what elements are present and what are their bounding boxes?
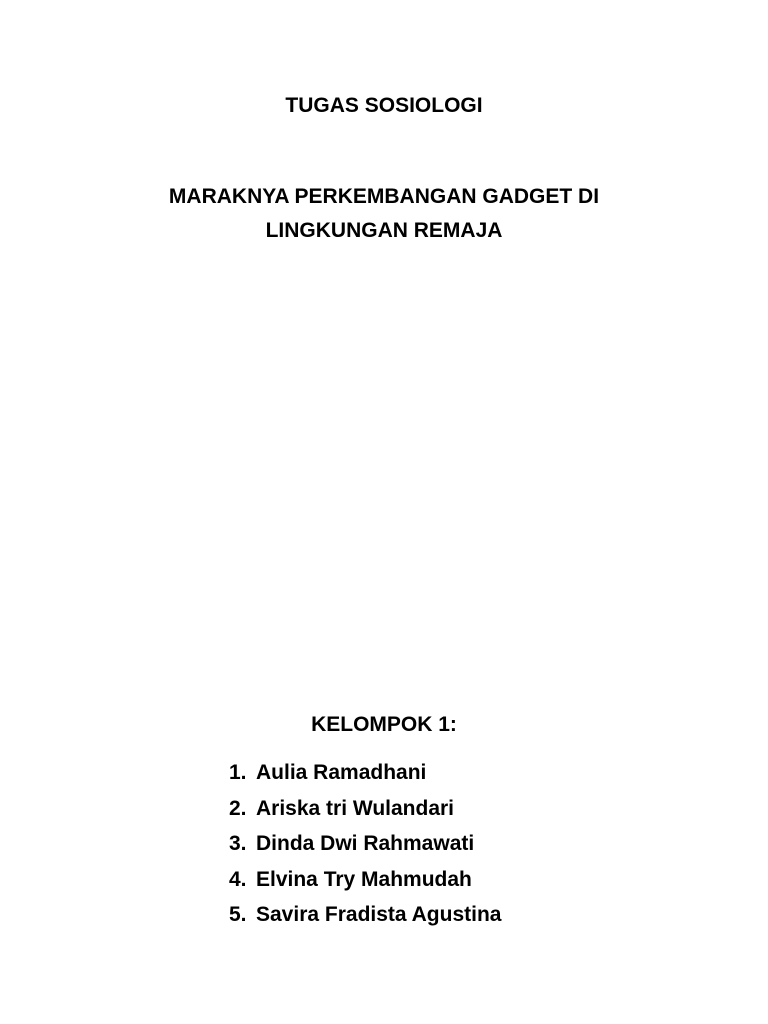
list-item <box>229 826 501 862</box>
list-item <box>229 862 501 898</box>
document-title <box>0 184 768 252</box>
member-number: 2. <box>229 796 247 820</box>
member-number: 3. <box>229 832 247 855</box>
group-label: KELOMPOK 1: <box>311 713 457 736</box>
list-item <box>229 755 501 791</box>
member-number: 5. <box>229 903 247 926</box>
subject-heading: TUGAS SOSIOLOGI <box>285 94 483 117</box>
list-item <box>229 897 501 933</box>
member-list <box>229 755 501 933</box>
member-name: Dinda Dwi Rahmawati <box>256 832 475 855</box>
member-number: 1. <box>229 761 247 784</box>
member-number: 4. <box>229 867 247 891</box>
member-name: Ariska tri Wulandari <box>256 796 455 820</box>
title-line: LINGKUNGAN REMAJA <box>265 219 503 242</box>
title-line: MARAKNYA PERKEMBANGAN GADGET DI <box>168 185 600 208</box>
member-name: Aulia Ramadhani <box>256 761 427 784</box>
list-item <box>229 791 501 827</box>
member-name: Elvina Try Mahmudah <box>256 867 472 891</box>
member-name: Savira Fradista Agustina <box>256 903 502 926</box>
